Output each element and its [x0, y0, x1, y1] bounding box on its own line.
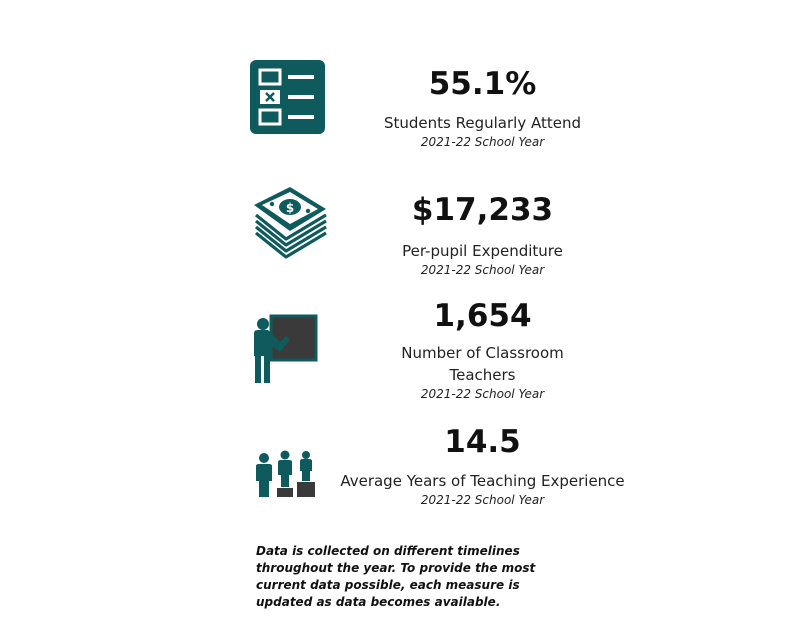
- expenditure-value: $17,233: [411, 192, 554, 228]
- teachers-year: 2021-22 School Year: [420, 387, 545, 401]
- attendance-value: 55.1%: [428, 66, 537, 102]
- experience-podium-icon: [250, 425, 320, 500]
- checklist-icon: [250, 60, 325, 134]
- expenditure-label: Per-pupil Expenditure: [402, 242, 563, 260]
- experience-value: 14.5: [444, 424, 521, 460]
- teachers-value: 1,654: [433, 298, 532, 334]
- attendance-label: Students Regularly Attend: [384, 114, 581, 132]
- teacher-board-icon: [250, 300, 320, 385]
- experience-label: Average Years of Teaching Experience: [340, 472, 625, 490]
- attendance-year: 2021-22 School Year: [420, 135, 545, 149]
- teachers-label: Number of Classroom Teachers: [401, 344, 564, 384]
- data-disclaimer: Data is collected on different timelines throughout the year. To provide the most current data possible, each measure is updated as data becomes available.: [256, 544, 536, 609]
- experience-year: 2021-22 School Year: [420, 493, 545, 507]
- expenditure-year: 2021-22 School Year: [420, 263, 545, 277]
- money-stack-icon: [250, 185, 330, 265]
- svg-text:$: $: [285, 201, 295, 215]
